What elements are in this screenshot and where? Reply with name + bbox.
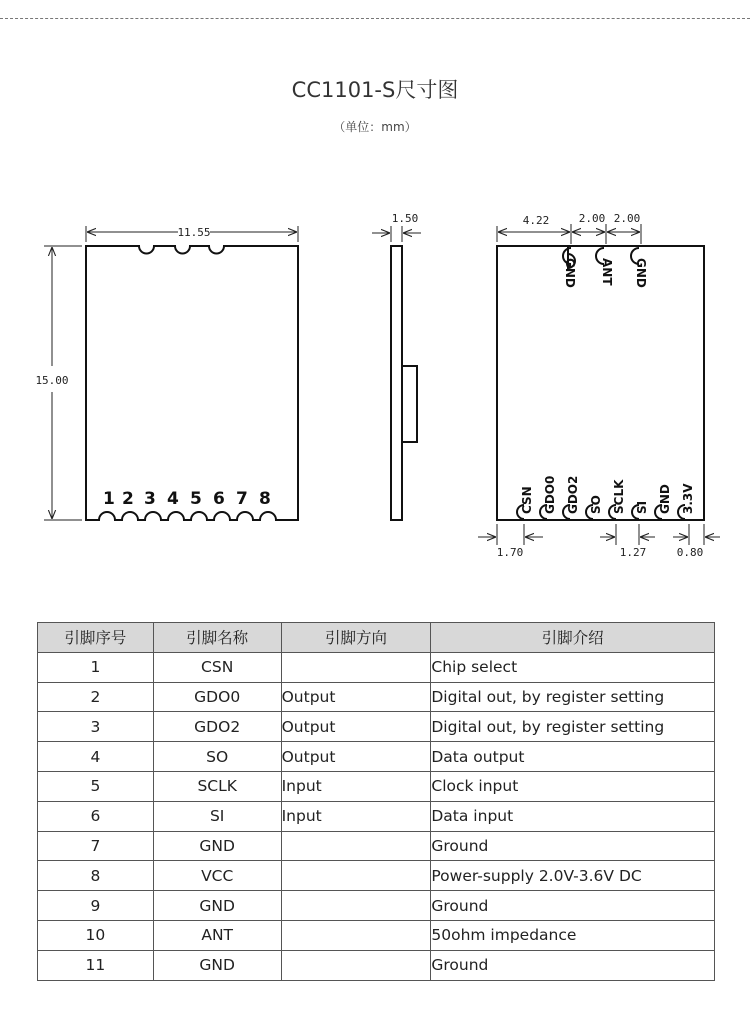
top-width-dim: 11.55 bbox=[177, 226, 211, 239]
pin-name-cell: SO bbox=[153, 742, 281, 772]
pin-number: 5 bbox=[190, 489, 202, 509]
pin-description-cell: Data input bbox=[431, 801, 715, 831]
pin-number: 6 bbox=[213, 489, 225, 509]
pin-label: SI bbox=[635, 500, 649, 514]
table-row bbox=[38, 682, 715, 712]
pin-index-cell: 3 bbox=[38, 712, 154, 742]
pin-description-cell: Ground bbox=[431, 831, 715, 861]
pin-description-cell: Chip select bbox=[431, 652, 715, 682]
pin-direction-cell bbox=[281, 920, 431, 950]
pin-direction-cell bbox=[281, 891, 431, 921]
table-row bbox=[38, 861, 715, 891]
pin-number: 3 bbox=[144, 489, 156, 509]
unit-note: （单位：mm） bbox=[333, 120, 417, 134]
top-view bbox=[35, 226, 298, 520]
pin-number: 8 bbox=[259, 489, 271, 509]
pin-description-cell: Ground bbox=[431, 891, 715, 921]
table-row bbox=[38, 712, 715, 742]
table-row bbox=[38, 742, 715, 772]
side-view-board bbox=[391, 246, 402, 520]
pin-label: SCLK bbox=[612, 479, 626, 514]
pin-direction-cell bbox=[281, 861, 431, 891]
pin-name-cell: CSN bbox=[153, 652, 281, 682]
top-view-outline bbox=[86, 246, 298, 520]
pin-name-cell: GND bbox=[153, 950, 281, 980]
pin-index-cell: 7 bbox=[38, 831, 154, 861]
dim-2-00-b: 2.00 bbox=[613, 212, 641, 225]
pin-index-cell: 6 bbox=[38, 801, 154, 831]
dim-1-27: 1.27 bbox=[619, 546, 647, 559]
header-pin-direction: 引脚方向 bbox=[281, 623, 431, 653]
pin-index-cell: 11 bbox=[38, 950, 154, 980]
pin-name-cell: GDO2 bbox=[153, 712, 281, 742]
pin-description-cell: Digital out, by register setting bbox=[431, 682, 715, 712]
table-row bbox=[38, 920, 715, 950]
pin-index-cell: 4 bbox=[38, 742, 154, 772]
pin-index-cell: 10 bbox=[38, 920, 154, 950]
pin-index-cell: 9 bbox=[38, 891, 154, 921]
table-header-row bbox=[38, 623, 715, 653]
pin-direction-cell: Input bbox=[281, 771, 431, 801]
pin-label: 3.3V bbox=[681, 483, 695, 514]
side-view bbox=[372, 212, 421, 520]
pin-description-cell: 50ohm impedance bbox=[431, 920, 715, 950]
table-row bbox=[38, 652, 715, 682]
pin-name-cell: SCLK bbox=[153, 771, 281, 801]
pin-number: 4 bbox=[167, 489, 179, 509]
pin-name-cell: ANT bbox=[153, 920, 281, 950]
side-thickness-dim: 1.50 bbox=[391, 212, 419, 225]
pin-label: SO bbox=[589, 495, 603, 514]
table-row bbox=[38, 891, 715, 921]
pin-label: GND bbox=[634, 258, 648, 288]
bottom-view bbox=[478, 212, 720, 559]
table-row bbox=[38, 831, 715, 861]
side-view-shield bbox=[402, 366, 417, 442]
table-row bbox=[38, 950, 715, 980]
pin-name-cell: GND bbox=[153, 891, 281, 921]
pin-index-cell: 8 bbox=[38, 861, 154, 891]
pin-name-cell: SI bbox=[153, 801, 281, 831]
pin-index-cell: 5 bbox=[38, 771, 154, 801]
pin-name-cell: GDO0 bbox=[153, 682, 281, 712]
header-pin-index: 引脚序号 bbox=[38, 623, 154, 653]
pin-direction-cell bbox=[281, 950, 431, 980]
dim-1-70: 1.70 bbox=[496, 546, 524, 559]
pin-name-cell: GND bbox=[153, 831, 281, 861]
pin-label: CSN bbox=[520, 486, 534, 514]
pin-description-cell: Digital out, by register setting bbox=[431, 712, 715, 742]
pin-number: 1 bbox=[103, 489, 115, 509]
dim-0-80: 0.80 bbox=[676, 546, 704, 559]
pin-direction-cell: Input bbox=[281, 801, 431, 831]
pin-table bbox=[37, 622, 715, 981]
pin-description-cell: Clock input bbox=[431, 771, 715, 801]
page-title: CC1101-S尺寸图 bbox=[291, 78, 459, 102]
top-height-dim: 15.00 bbox=[35, 374, 69, 387]
pin-label: ANT bbox=[600, 258, 614, 286]
pin-description-cell: Data output bbox=[431, 742, 715, 772]
header-pin-name: 引脚名称 bbox=[153, 623, 281, 653]
header-pin-description: 引脚介绍 bbox=[431, 623, 715, 653]
pin-index-cell: 1 bbox=[38, 652, 154, 682]
pin-number: 7 bbox=[236, 489, 248, 509]
pin-description-cell: Ground bbox=[431, 950, 715, 980]
dim-4-22: 4.22 bbox=[522, 214, 550, 227]
pin-direction-cell: Output bbox=[281, 712, 431, 742]
table-row bbox=[38, 771, 715, 801]
pin-label: GND bbox=[658, 484, 672, 514]
pin-label: GDO2 bbox=[566, 475, 580, 514]
pin-label: GND bbox=[563, 258, 577, 288]
pin-direction-cell bbox=[281, 652, 431, 682]
pin-name-cell: VCC bbox=[153, 861, 281, 891]
pin-direction-cell: Output bbox=[281, 682, 431, 712]
dim-2-00-a: 2.00 bbox=[578, 212, 606, 225]
pin-number: 2 bbox=[122, 489, 134, 509]
pin-description-cell: Power-supply 2.0V-3.6V DC bbox=[431, 861, 715, 891]
pin-label: GDO0 bbox=[543, 475, 557, 514]
pin-direction-cell: Output bbox=[281, 742, 431, 772]
pin-index-cell: 2 bbox=[38, 682, 154, 712]
pin-direction-cell bbox=[281, 831, 431, 861]
table-row bbox=[38, 801, 715, 831]
